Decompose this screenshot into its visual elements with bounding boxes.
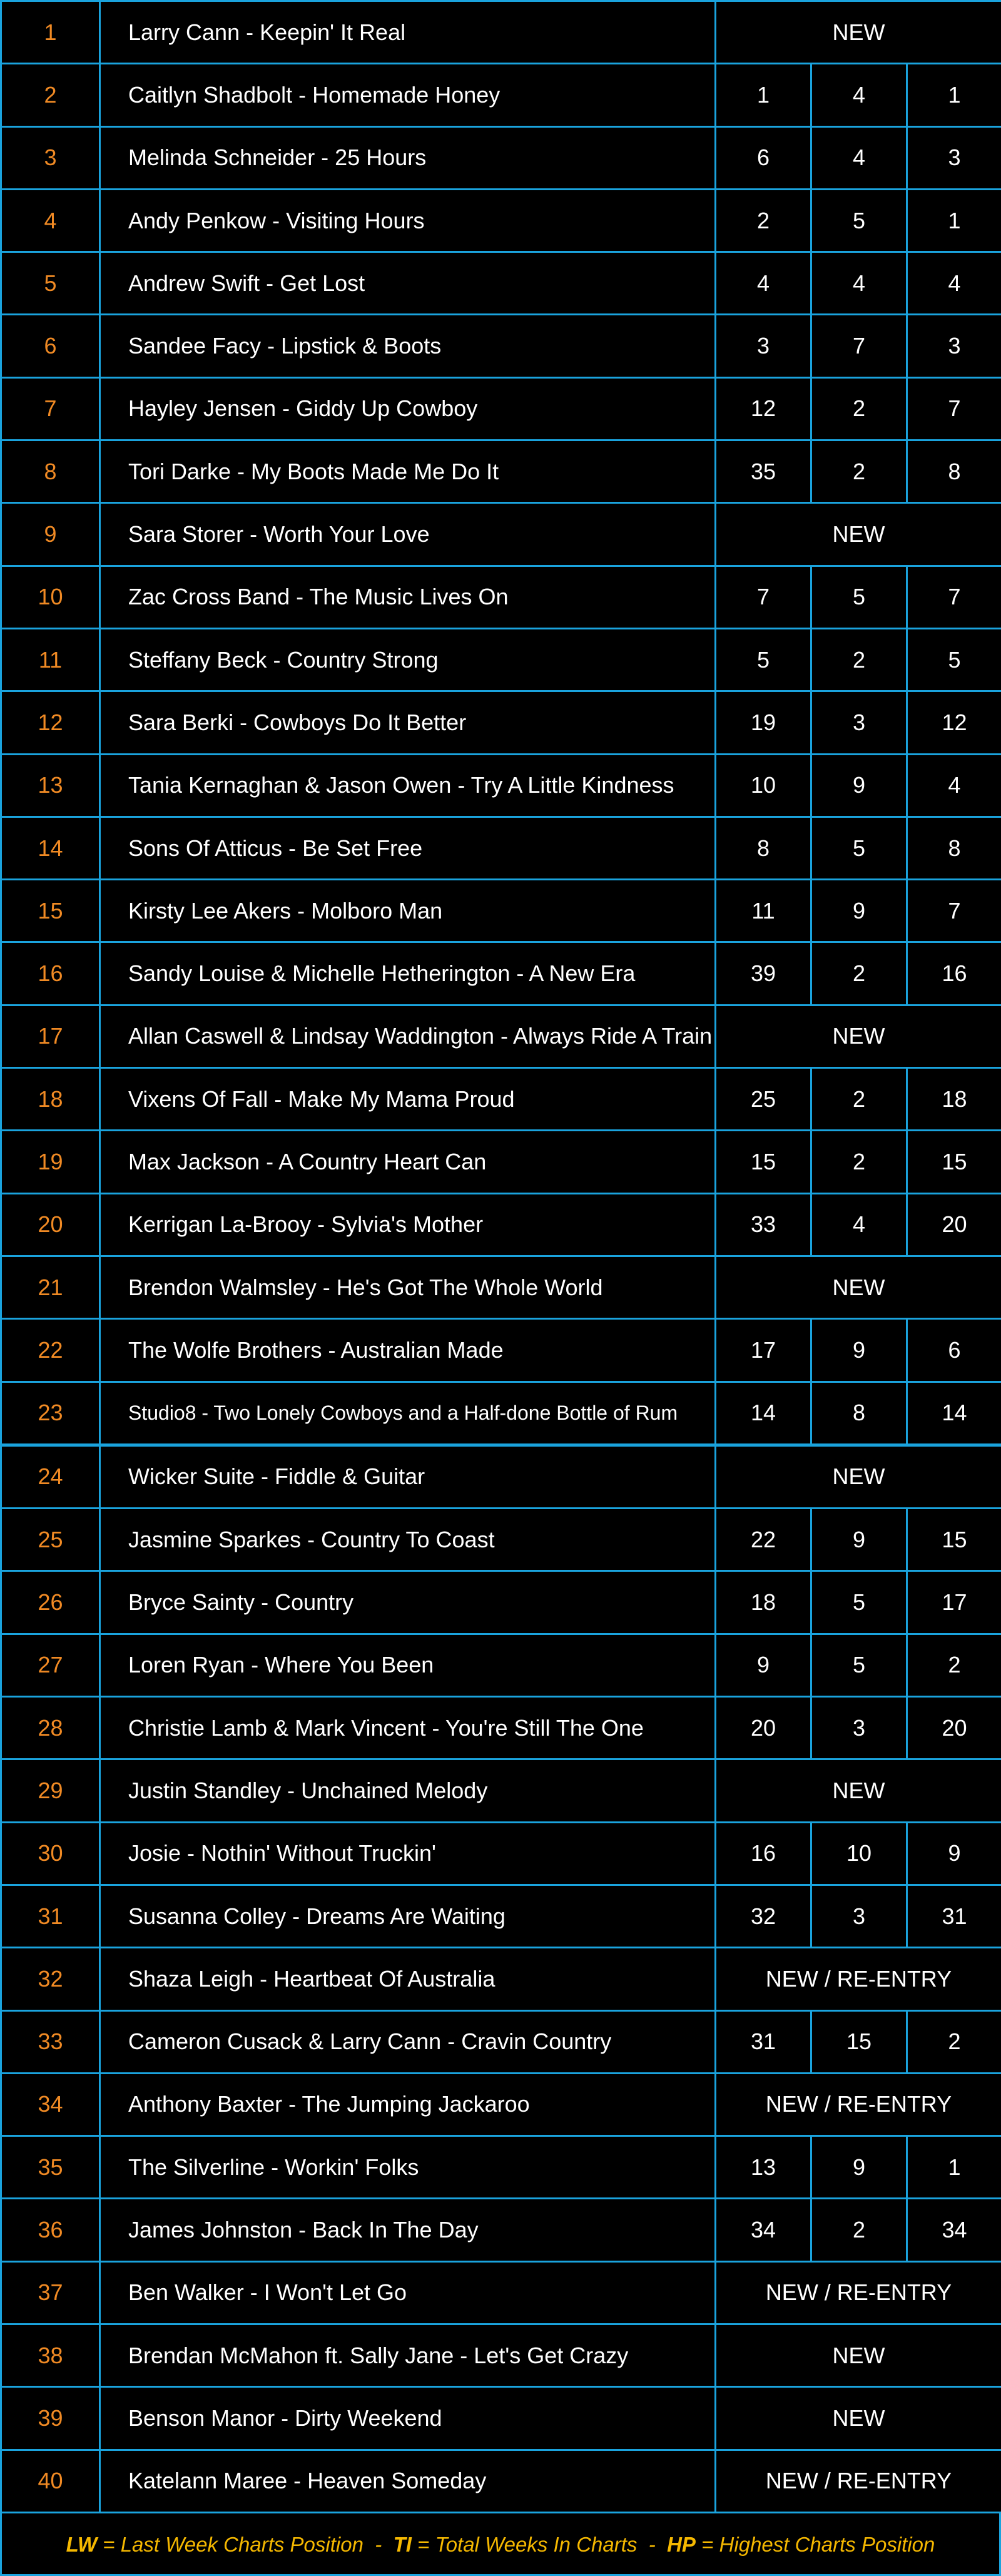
chart-position: 19 [1,1131,100,1193]
song-title: Zac Cross Band - The Music Lives On [100,566,716,628]
total-weeks-cell: 9 [811,1319,907,1382]
last-week-cell: 39 [716,942,811,1005]
total-weeks-cell: 2 [811,1068,907,1131]
highest-position-cell: 31 [907,1885,1001,1947]
total-weeks-cell: 15 [811,2010,907,2073]
song-title: Tania Kernaghan & Jason Owen - Try A Little Kindness [100,754,716,817]
table-row [1,503,1001,566]
last-week-cell: 12 [716,377,811,440]
table-row [1,377,1001,440]
legend-lw-text: = Last Week Charts Position [103,2533,363,2556]
highest-position-cell: 8 [907,440,1001,503]
last-week-cell: 14 [716,1382,811,1445]
table-row [1,2010,1001,2073]
chart-position: 34 [1,2073,100,2136]
song-title: Kirsty Lee Akers - Molboro Man [100,880,716,942]
legend-hp-abbr: HP [667,2533,696,2556]
last-week-cell: 1 [716,64,811,126]
last-week-cell: 8 [716,817,811,879]
song-title: Sandy Louise & Michelle Hetherington - A New Era [100,942,716,1005]
chart-position: 16 [1,942,100,1005]
song-title: Tori Darke - My Boots Made Me Do It [100,440,716,503]
total-weeks-cell: 10 [811,1822,907,1885]
song-title: Andy Penkow - Visiting Hours [100,189,716,252]
entry-status: NEW [716,1445,1001,1508]
table-row [1,2073,1001,2136]
legend-separator: - [649,2533,656,2556]
chart-position: 26 [1,1571,100,1634]
table-row [1,1885,1001,1947]
total-weeks-cell: 5 [811,566,907,628]
table-row [1,1131,1001,1193]
song-title: The Wolfe Brothers - Australian Made [100,1319,716,1382]
chart-position: 13 [1,754,100,817]
total-weeks-cell: 5 [811,1634,907,1696]
highest-position-cell: 17 [907,1571,1001,1634]
song-title: Kerrigan La-Brooy - Sylvia's Mother [100,1193,716,1256]
song-title: Christie Lamb & Mark Vincent - You're Still The One [100,1697,716,1759]
chart-position: 33 [1,2010,100,2073]
highest-position-cell: 14 [907,1382,1001,1445]
total-weeks-cell: 4 [811,1193,907,1256]
last-week-cell: 15 [716,1131,811,1193]
table-row [1,1319,1001,1382]
highest-position-cell: 16 [907,942,1001,1005]
chart-position: 12 [1,691,100,754]
chart-position: 40 [1,2450,100,2512]
song-title: Sons Of Atticus - Be Set Free [100,817,716,879]
table-row [1,64,1001,126]
last-week-cell: 32 [716,1885,811,1947]
chart-position: 4 [1,189,100,252]
total-weeks-cell: 2 [811,377,907,440]
total-weeks-cell: 8 [811,1382,907,1445]
entry-status: NEW / RE-ENTRY [716,2261,1001,2324]
table-row [1,1948,1001,2010]
last-week-cell: 16 [716,1822,811,1885]
chart-position: 32 [1,1948,100,2010]
highest-position-cell: 9 [907,1822,1001,1885]
highest-position-cell: 18 [907,1068,1001,1131]
entry-status: NEW [716,1759,1001,1822]
highest-position-cell: 20 [907,1193,1001,1256]
song-title: Benson Manor - Dirty Weekend [100,2387,716,2450]
chart-position: 14 [1,817,100,879]
chart-position: 28 [1,1697,100,1759]
table-row [1,1193,1001,1256]
song-title: Jasmine Sparkes - Country To Coast [100,1509,716,1571]
entry-status: NEW [716,2387,1001,2450]
legend-ti-text: = Total Weeks In Charts [417,2533,637,2556]
highest-position-cell: 15 [907,1509,1001,1571]
chart-position: 5 [1,252,100,315]
song-title: Justin Standley - Unchained Melody [100,1759,716,1822]
highest-position-cell: 1 [907,64,1001,126]
table-row [1,440,1001,503]
song-title: Brendan McMahon ft. Sally Jane - Let's Get Crazy [100,2324,716,2386]
chart-position: 35 [1,2136,100,2199]
total-weeks-cell: 2 [811,628,907,691]
highest-position-cell: 4 [907,252,1001,315]
table-row [1,1509,1001,1571]
total-weeks-cell: 2 [811,440,907,503]
highest-position-cell: 3 [907,315,1001,377]
total-weeks-cell: 5 [811,1571,907,1634]
chart-position: 36 [1,2199,100,2261]
chart-position: 11 [1,628,100,691]
table-row [1,1068,1001,1131]
highest-position-cell: 20 [907,1697,1001,1759]
chart-position: 10 [1,566,100,628]
table-row [1,1005,1001,1067]
table-row [1,126,1001,189]
song-title: Anthony Baxter - The Jumping Jackaroo [100,2073,716,2136]
legend [0,2513,1001,2576]
legend-ti-abbr: TI [394,2533,412,2556]
song-title: Vixens Of Fall - Make My Mama Proud [100,1068,716,1131]
song-title: Caitlyn Shadbolt - Homemade Honey [100,64,716,126]
song-title: Max Jackson - A Country Heart Can [100,1131,716,1193]
legend-hp-text: = Highest Charts Position [701,2533,935,2556]
last-week-cell: 7 [716,566,811,628]
last-week-cell: 34 [716,2199,811,2261]
last-week-cell: 10 [716,754,811,817]
table-row [1,817,1001,879]
total-weeks-cell: 3 [811,1885,907,1947]
chart-position: 27 [1,1634,100,1696]
table-row [1,1697,1001,1759]
table-row [1,2261,1001,2324]
chart-position: 7 [1,377,100,440]
chart-position: 22 [1,1319,100,1382]
table-row [1,2450,1001,2512]
chart-position: 23 [1,1382,100,1445]
table-row [1,2199,1001,2261]
legend-separator: - [375,2533,382,2556]
song-title: Sandee Facy - Lipstick & Boots [100,315,716,377]
total-weeks-cell: 2 [811,1131,907,1193]
last-week-cell: 33 [716,1193,811,1256]
last-week-cell: 2 [716,189,811,252]
total-weeks-cell: 9 [811,2136,907,2199]
chart-position: 30 [1,1822,100,1885]
highest-position-cell: 34 [907,2199,1001,2261]
chart-position: 8 [1,440,100,503]
song-title: Andrew Swift - Get Lost [100,252,716,315]
chart-position: 24 [1,1445,100,1508]
total-weeks-cell: 2 [811,2199,907,2261]
last-week-cell: 20 [716,1697,811,1759]
last-week-cell: 6 [716,126,811,189]
song-title: Loren Ryan - Where You Been [100,1634,716,1696]
song-title: Brendon Walmsley - He's Got The Whole World [100,1256,716,1318]
table-row [1,1634,1001,1696]
chart-position: 38 [1,2324,100,2386]
last-week-cell: 13 [716,2136,811,2199]
table-row [1,189,1001,252]
highest-position-cell: 7 [907,880,1001,942]
table-row [1,880,1001,942]
table-row [1,1,1001,64]
song-title: Katelann Maree - Heaven Someday [100,2450,716,2512]
entry-status: NEW / RE-ENTRY [716,2450,1001,2512]
chart-position: 6 [1,315,100,377]
last-week-cell: 3 [716,315,811,377]
last-week-cell: 5 [716,628,811,691]
last-week-cell: 17 [716,1319,811,1382]
total-weeks-cell: 7 [811,315,907,377]
chart-position: 25 [1,1509,100,1571]
total-weeks-cell: 4 [811,126,907,189]
total-weeks-cell: 9 [811,754,907,817]
table-row [1,315,1001,377]
song-title: Josie - Nothin' Without Truckin' [100,1822,716,1885]
entry-status: NEW / RE-ENTRY [716,2073,1001,2136]
song-title: Susanna Colley - Dreams Are Waiting [100,1885,716,1947]
total-weeks-cell: 2 [811,942,907,1005]
chart-position: 15 [1,880,100,942]
song-title: Wicker Suite - Fiddle & Guitar [100,1445,716,1508]
last-week-cell: 4 [716,252,811,315]
total-weeks-cell: 3 [811,691,907,754]
highest-position-cell: 7 [907,566,1001,628]
highest-position-cell: 1 [907,189,1001,252]
song-title: Ben Walker - I Won't Let Go [100,2261,716,2324]
chart-position: 1 [1,1,100,64]
chart-position: 17 [1,1005,100,1067]
song-title: Larry Cann - Keepin' It Real [100,1,716,64]
last-week-cell: 19 [716,691,811,754]
table-row [1,1571,1001,1634]
highest-position-cell: 1 [907,2136,1001,2199]
song-title: Sara Berki - Cowboys Do It Better [100,691,716,754]
song-title: Sara Storer - Worth Your Love [100,503,716,566]
song-title: Hayley Jensen - Giddy Up Cowboy [100,377,716,440]
song-title: Bryce Sainty - Country [100,1571,716,1634]
entry-status: NEW [716,503,1001,566]
last-week-cell: 22 [716,1509,811,1571]
total-weeks-cell: 3 [811,1697,907,1759]
song-title: Allan Caswell & Lindsay Waddington - Always Ride A Train [100,1005,716,1067]
entry-status: NEW [716,1005,1001,1067]
highest-position-cell: 2 [907,1634,1001,1696]
chart-position: 9 [1,503,100,566]
chart-position: 18 [1,1068,100,1131]
table-row [1,691,1001,754]
highest-position-cell: 2 [907,2010,1001,2073]
chart-position: 39 [1,2387,100,2450]
table-row [1,1822,1001,1885]
highest-position-cell: 5 [907,628,1001,691]
table-row [1,1382,1001,1445]
last-week-cell: 9 [716,1634,811,1696]
table-row [1,252,1001,315]
chart-position: 29 [1,1759,100,1822]
total-weeks-cell: 9 [811,880,907,942]
song-title: Shaza Leigh - Heartbeat Of Australia [100,1948,716,2010]
song-title: Melinda Schneider - 25 Hours [100,126,716,189]
highest-position-cell: 6 [907,1319,1001,1382]
total-weeks-cell: 5 [811,189,907,252]
table-row [1,566,1001,628]
last-week-cell: 18 [716,1571,811,1634]
song-title: James Johnston - Back In The Day [100,2199,716,2261]
legend-lw-abbr: LW [66,2533,97,2556]
entry-status: NEW [716,1,1001,64]
song-title: Studio8 - Two Lonely Cowboys and a Half-done Bottle of Rum [100,1382,716,1445]
table-row [1,2387,1001,2450]
table-row [1,1445,1001,1508]
entry-status: NEW / RE-ENTRY [716,1948,1001,2010]
table-row [1,2136,1001,2199]
last-week-cell: 35 [716,440,811,503]
table-row [1,2324,1001,2386]
chart-position: 31 [1,1885,100,1947]
total-weeks-cell: 5 [811,817,907,879]
highest-position-cell: 15 [907,1131,1001,1193]
chart-position: 21 [1,1256,100,1318]
table-row [1,754,1001,817]
highest-position-cell: 4 [907,754,1001,817]
highest-position-cell: 12 [907,691,1001,754]
last-week-cell: 31 [716,2010,811,2073]
chart-position: 20 [1,1193,100,1256]
total-weeks-cell: 4 [811,252,907,315]
highest-position-cell: 3 [907,126,1001,189]
table-row [1,628,1001,691]
chart-position: 2 [1,64,100,126]
highest-position-cell: 8 [907,817,1001,879]
entry-status: NEW [716,2324,1001,2386]
total-weeks-cell: 4 [811,64,907,126]
table-row [1,1256,1001,1318]
chart-body [1,1,1001,2513]
table-row [1,942,1001,1005]
highest-position-cell: 7 [907,377,1001,440]
last-week-cell: 25 [716,1068,811,1131]
chart-position: 3 [1,126,100,189]
total-weeks-cell: 9 [811,1509,907,1571]
song-title: Steffany Beck - Country Strong [100,628,716,691]
entry-status: NEW [716,1256,1001,1318]
last-week-cell: 11 [716,880,811,942]
song-title: The Silverline - Workin' Folks [100,2136,716,2199]
table-row [1,1759,1001,1822]
song-title: Cameron Cusack & Larry Cann - Cravin Country [100,2010,716,2073]
chart-position: 37 [1,2261,100,2324]
